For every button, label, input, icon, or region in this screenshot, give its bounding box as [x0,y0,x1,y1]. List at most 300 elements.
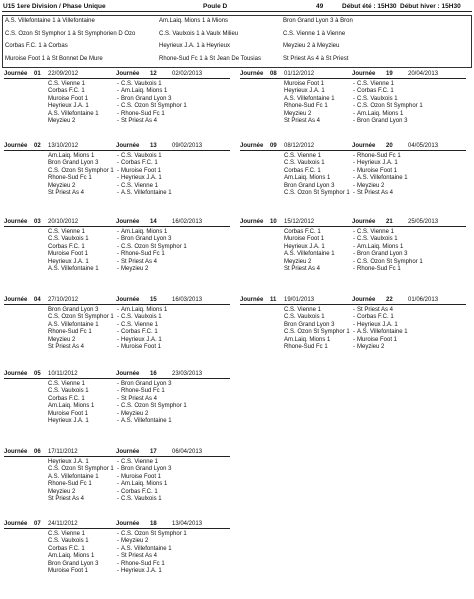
match-dash: - [117,410,119,417]
return-round-number: 16 [150,371,157,377]
round-header [240,218,466,227]
pool-number: 49 [316,3,324,10]
match-dash: - [117,329,119,336]
round-number: 05 [34,371,41,377]
home-team: Heyrieux J.A. 1 [48,258,89,265]
round-label: Journée [4,71,28,77]
match-dash: - [117,182,119,189]
return-round-number: 22 [386,297,393,303]
away-team: C.S. Vienne 1 [357,81,394,87]
away-team: C.S. Vaulxois 1 [357,95,398,102]
club-entry: Bron Grand Lyon 3 à Bron [283,18,353,24]
home-team: A.S. Villefontaine 1 [48,266,99,272]
match-dash: - [117,88,119,95]
return-round-date: 04/05/2013 [408,143,439,149]
home-team: A.S. Villefontaine 1 [284,251,335,258]
away-team: C.S. Vaulxois 1 [121,153,162,159]
return-round-number: 17 [150,449,157,455]
home-team: Heyrieux J.A. 1 [284,88,325,95]
match-dash: - [117,553,119,560]
home-team: Heyrieux J.A. 1 [48,103,89,110]
away-team: Rhone-Sud Fc 1 [357,266,401,272]
home-team: C.S. Vienne 1 [48,229,85,235]
away-team: C.S. Ozon St Symphor 1 [357,258,423,265]
return-round-date: 06/04/2013 [172,449,203,455]
away-team: Bron Grand Lyon 3 [121,95,172,102]
home-team: Heyrieux J.A. 1 [48,418,89,424]
away-team: Am.Laiq. Mions 1 [357,243,404,250]
away-team: C.S. Ozon St Symphor 1 [121,531,187,537]
return-round-number: 19 [386,71,393,77]
match-dash: - [117,266,119,272]
away-team: A.S. Villefontaine 1 [357,329,408,336]
away-team: St Priest As 4 [121,553,158,560]
round-block [4,370,230,440]
away-team: Meyzieu 2 [357,344,385,350]
away-team: Rhone-Sud Fc 1 [121,251,165,258]
away-team: St Priest As 4 [121,395,158,402]
return-round-label: Journée [352,71,376,77]
return-round-label: Journée [352,219,376,225]
away-team: C.S. Ozon St Symphor 1 [121,243,187,250]
away-team: C.S. Vaulxois 1 [121,81,162,87]
away-team: Rhone-Sud Fc 1 [121,560,165,567]
home-team: St Priest As 4 [284,118,321,124]
away-team: St Priest As 4 [357,307,394,313]
club-entry: Meyzieu 2 à Meyzieu [283,43,340,49]
return-round-label: Journée [116,71,140,77]
match-dash: - [117,381,119,387]
round-number: 02 [34,143,41,149]
home-team: St Priest As 4 [284,266,321,272]
home-team: Corbas F.C. 1 [284,167,321,174]
match-dash: - [117,321,119,328]
round-number: 01 [34,71,41,77]
match-dash: - [117,403,119,410]
home-team: Rhone-Sud Fc 1 [48,329,92,336]
home-team: Rhone-Sud Fc 1 [48,175,92,182]
home-team: Meyzieu 2 [48,118,76,124]
match-dash: - [353,336,355,343]
away-team: C.S. Vaulxois 1 [357,236,398,243]
home-team: Bron Grand Lyon 3 [48,560,99,567]
home-team: Bron Grand Lyon 3 [48,160,99,167]
away-team: Heyrieux J.A. 1 [121,568,162,574]
match-dash: - [117,175,119,182]
match-dash: - [117,496,119,502]
away-team: C.S. Ozon St Symphor 1 [357,103,423,110]
home-team: Meyzieu 2 [284,110,312,117]
club-entry: Am.Laiq. Mions 1 à Mions [159,18,229,24]
away-team: C.S. Ozon St Symphor 1 [121,103,187,110]
home-team: C.S. Vienne 1 [284,153,321,159]
home-team: Corbas F.C. 1 [284,229,321,235]
home-team: C.S. Ozon St Symphor 1 [284,190,350,196]
away-team: Am.Laiq. Mions 1 [121,481,168,488]
away-team: C.S. Ozon St Symphor 1 [121,403,187,410]
away-team: C.S. Vienne 1 [121,459,158,465]
match-dash: - [117,531,119,537]
match-dash: - [353,314,355,321]
away-team: Am.Laiq. Mions 1 [121,307,168,313]
home-team: Am.Laiq. Mions 1 [284,175,331,182]
round-header [4,70,230,79]
match-dash: - [353,118,355,124]
home-team: Bron Grand Lyon 3 [284,182,335,189]
home-team: Am.Laiq. Mions 1 [284,336,331,343]
match-dash: - [353,190,355,196]
match-dash: - [353,258,355,265]
round-date: 24/11/2012 [48,521,78,527]
return-round-label: Journée [116,219,140,225]
home-team: Rhone-Sud Fc 1 [284,344,328,350]
round-date: 27/10/2012 [48,297,79,303]
pool-label: Poule D [203,3,228,10]
home-team: C.S. Vaulxois 1 [48,538,89,545]
home-team: C.S. Vaulxois 1 [284,160,325,167]
away-team: Heyrieux J.A. 1 [121,336,162,343]
match-dash: - [117,118,119,124]
home-team: A.S. Villefontaine 1 [48,473,99,480]
away-team: Meyzieu 2 [121,410,149,417]
home-team: Corbas F.C. 1 [48,395,85,402]
match-dash: - [117,473,119,480]
away-team: A.S. Villefontaine 1 [121,190,172,196]
match-dash: - [353,81,355,87]
round-block [4,520,230,590]
home-team: Muroise Foot 1 [284,236,325,243]
home-team: Muroise Foot 1 [48,95,89,102]
round-header [4,142,230,151]
match-dash: - [353,182,355,189]
round-label: Journée [4,297,28,303]
away-team: C.S. Vienne 1 [121,321,158,328]
round-date: 01/12/2012 [284,71,315,77]
round-label: Journée [240,219,264,225]
away-team: Corbas F.C. 1 [357,314,394,321]
round-block [4,448,230,518]
away-team: Muroise Foot 1 [121,167,162,174]
away-team: Heyrieux J.A. 1 [357,160,398,167]
match-dash: - [353,251,355,258]
match-dash: - [117,459,119,465]
club-entry: C.S. Ozon St Symphor 1 à St Symphorien D Ozo [5,30,136,37]
round-date: 20/10/2012 [48,219,79,225]
round-number: 03 [34,219,41,225]
match-dash: - [117,538,119,545]
away-team: Bron Grand Lyon 3 [357,118,408,124]
away-team: Corbas F.C. 1 [121,160,158,167]
home-team: Corbas F.C. 1 [48,545,85,552]
match-dash: - [117,190,119,196]
match-dash: - [117,336,119,343]
home-team: C.S. Vaulxois 1 [284,314,325,321]
match-dash: - [117,395,119,402]
club-entry: St Priest As 4 à St Priest [283,55,349,62]
match-dash: - [117,388,119,395]
return-round-date: 09/02/2013 [172,143,203,149]
match-dash: - [353,175,355,182]
winter-start: Début hiver : 15H30 [400,3,461,10]
match-dash: - [117,466,119,473]
match-dash: - [117,167,119,174]
home-team: St Priest As 4 [48,496,85,502]
round-date: 08/12/2012 [284,143,315,149]
match-dash: - [117,307,119,313]
round-header [4,296,230,305]
round-date: 22/09/2012 [48,71,79,77]
match-dash: - [353,321,355,328]
home-team: A.S. Villefontaine 1 [48,110,99,117]
home-team: Muroise Foot 1 [48,568,89,574]
match-dash: - [353,236,355,243]
home-team: Meyzieu 2 [48,336,76,343]
round-number: 04 [34,297,41,303]
away-team: Bron Grand Lyon 3 [357,251,408,258]
return-round-date: 02/02/2013 [172,71,203,77]
home-team: Muroise Foot 1 [48,251,89,258]
return-round-number: 20 [386,143,393,149]
away-team: Corbas F.C. 1 [121,329,158,336]
away-team: Bron Grand Lyon 3 [121,466,172,473]
away-team: St Priest As 4 [357,190,394,196]
match-dash: - [117,81,119,87]
round-label: Journée [4,143,28,149]
return-round-label: Journée [352,143,376,149]
match-dash: - [117,229,119,235]
home-team: C.S. Vienne 1 [48,531,85,537]
away-team: C.S. Vienne 1 [121,182,158,189]
club-entry: A.S. Villefontaine 1 à Villefontaine [5,18,95,24]
match-dash: - [117,258,119,265]
away-team: Heyrieux J.A. 1 [121,175,162,182]
home-team: Heyrieux J.A. 1 [284,243,325,250]
away-team: Am.Laiq. Mions 1 [121,88,168,95]
match-dash: - [353,160,355,167]
home-team: St Priest As 4 [48,190,85,196]
round-label: Journée [4,219,28,225]
round-header [4,448,230,457]
match-dash: - [353,110,355,117]
match-dash: - [353,329,355,336]
round-date: 10/11/2012 [48,371,78,377]
summer-start: Début été : 15H30 [342,3,397,10]
round-block [4,142,230,212]
away-team: Meyzieu 2 [121,538,149,545]
round-number: 10 [270,219,277,225]
home-team: Bron Grand Lyon 3 [284,321,335,328]
home-team: Meyzieu 2 [284,258,312,265]
match-dash: - [117,160,119,167]
match-dash: - [353,103,355,110]
return-round-number: 12 [150,71,157,77]
round-header [240,296,466,305]
round-date: 17/11/2012 [48,449,78,455]
away-team: Meyzieu 2 [357,182,385,189]
return-round-number: 14 [150,219,157,225]
round-block [4,218,230,288]
return-round-label: Journée [116,143,140,149]
return-round-date: 01/06/2013 [408,297,439,303]
club-entry: Heyrieux J.A. 1 à Heyrieux [159,43,231,49]
match-dash: - [117,314,119,321]
home-team: A.S. Villefontaine 1 [48,321,99,328]
away-team: St Priest As 4 [121,258,158,265]
round-header [240,70,466,79]
return-round-date: 23/03/2013 [172,371,203,377]
home-team: C.S. Vaulxois 1 [48,236,89,243]
return-round-label: Journée [116,521,140,527]
home-team: A.S. Villefontaine 1 [284,95,335,102]
return-round-label: Journée [116,371,140,377]
away-team: A.S. Villefontaine 1 [121,418,172,424]
away-team: Muroise Foot 1 [357,336,398,343]
round-block [240,70,466,140]
home-team: Am.Laiq. Mions 1 [48,153,95,159]
away-team: Muroise Foot 1 [357,167,398,174]
club-entry: C.S. Vienne 1 à Vienne [283,30,346,37]
return-round-date: 16/03/2013 [172,297,203,303]
round-header [4,370,230,379]
away-team: Rhone-Sud Fc 1 [121,110,165,117]
match-dash: - [117,545,119,552]
match-dash: - [117,95,119,102]
away-team: C.S. Vaulxois 1 [121,314,162,321]
return-round-label: Journée [352,297,376,303]
home-team: Am.Laiq. Mions 1 [48,403,95,410]
home-team: C.S. Ozon St Symphor 1 [48,167,114,174]
match-dash: - [117,560,119,567]
away-team: Muroise Foot 1 [121,344,162,350]
match-dash: - [117,153,119,159]
match-dash: - [117,236,119,243]
round-number: 11 [270,297,277,303]
round-label: Journée [240,71,264,77]
return-round-label: Journée [116,449,140,455]
club-list [2,15,472,68]
home-team: Am.Laiq. Mions 1 [48,553,95,560]
home-team: C.S. Ozon St Symphor 1 [48,314,114,321]
club-entry: Rhone-Sud Fc 1 à St Jean De Tousias [159,55,261,62]
match-dash: - [353,229,355,235]
round-number: 07 [34,521,41,527]
home-team: Rhone-Sud Fc 1 [284,103,328,110]
away-team: Corbas F.C. 1 [121,488,158,495]
round-number: 06 [34,449,41,455]
round-block [4,296,230,366]
away-team: Am.Laiq. Mions 1 [121,229,168,235]
return-round-number: 15 [150,297,157,303]
match-dash: - [117,568,119,574]
round-block [240,142,466,212]
round-label: Journée [4,449,28,455]
return-round-date: 13/04/2013 [172,521,203,527]
away-team: Muroise Foot 1 [121,473,162,480]
home-team: C.S. Ozon St Symphor 1 [48,466,114,473]
home-team: Heyrieux J.A. 1 [48,459,89,465]
round-header [240,142,466,151]
away-team: Heyrieux J.A. 1 [357,321,398,328]
match-dash: - [353,344,355,350]
match-dash: - [117,344,119,350]
return-round-number: 21 [386,219,393,225]
home-team: Bron Grand Lyon 3 [48,307,99,313]
round-header [4,218,230,227]
away-team: Bron Grand Lyon 3 [121,381,172,387]
home-team: Corbas F.C. 1 [48,243,85,250]
home-team: C.S. Vienne 1 [48,381,85,387]
home-team: Meyzieu 2 [48,182,76,189]
match-dash: - [117,243,119,250]
round-label: Journée [240,297,264,303]
match-dash: - [117,488,119,495]
round-date: 19/01/2013 [284,297,315,303]
round-label: Journée [240,143,264,149]
away-team: St Priest As 4 [121,118,158,124]
round-date: 15/12/2012 [284,219,315,225]
home-team: Meyzieu 2 [48,488,76,495]
return-round-number: 18 [150,521,157,527]
match-dash: - [353,95,355,102]
return-round-label: Journée [116,297,140,303]
away-team: Rhone-Sud Fc 1 [121,388,165,395]
match-dash: - [117,481,119,488]
match-dash: - [353,167,355,174]
club-entry: Corbas F.C. 1 à Corbas [5,43,68,49]
return-round-number: 13 [150,143,157,149]
round-label: Journée [4,371,28,377]
round-header [4,520,230,529]
match-dash: - [117,103,119,110]
round-block [240,296,466,366]
away-team: A.S. Villefontaine 1 [121,545,172,552]
club-entry: C.S. Vaulxois 1 à Vaulx Milieu [159,30,239,37]
round-block [4,70,230,140]
return-round-date: 25/05/2013 [408,219,439,225]
away-team: Bron Grand Lyon 3 [121,236,172,243]
sheet-header [2,3,472,12]
home-team: C.S. Vienne 1 [284,307,321,313]
round-label: Journée [4,521,28,527]
round-number: 09 [270,143,277,149]
match-dash: - [117,418,119,424]
match-dash: - [353,266,355,272]
round-number: 08 [270,71,277,77]
match-dash: - [353,153,355,159]
home-team: C.S. Vaulxois 1 [48,388,89,395]
match-dash: - [353,243,355,250]
return-round-date: 20/04/2013 [408,71,439,77]
home-team: Muroise Foot 1 [48,410,89,417]
club-entry: Muroise Foot 1 à St Bonnet De Mure [5,55,103,62]
home-team: C.S. Vienne 1 [48,81,85,87]
away-team: A.S. Villefontaine 1 [357,175,408,182]
away-team: Meyzieu 2 [121,266,149,272]
match-dash: - [353,307,355,313]
round-date: 13/10/2012 [48,143,79,149]
competition-title: U15 1ere Division / Phase Unique [3,3,106,10]
match-dash: - [117,251,119,258]
match-dash: - [117,110,119,117]
return-round-date: 16/02/2013 [172,219,203,225]
away-team: C.S. Vienne 1 [357,229,394,235]
round-block [240,218,466,288]
home-team: Corbas F.C. 1 [48,88,85,95]
home-team: St Priest As 4 [48,344,85,350]
home-team: C.S. Ozon St Symphor 1 [284,329,350,336]
away-team: Rhone-Sud Fc 1 [357,153,401,159]
away-team: C.S. Vaulxois 1 [121,496,162,502]
